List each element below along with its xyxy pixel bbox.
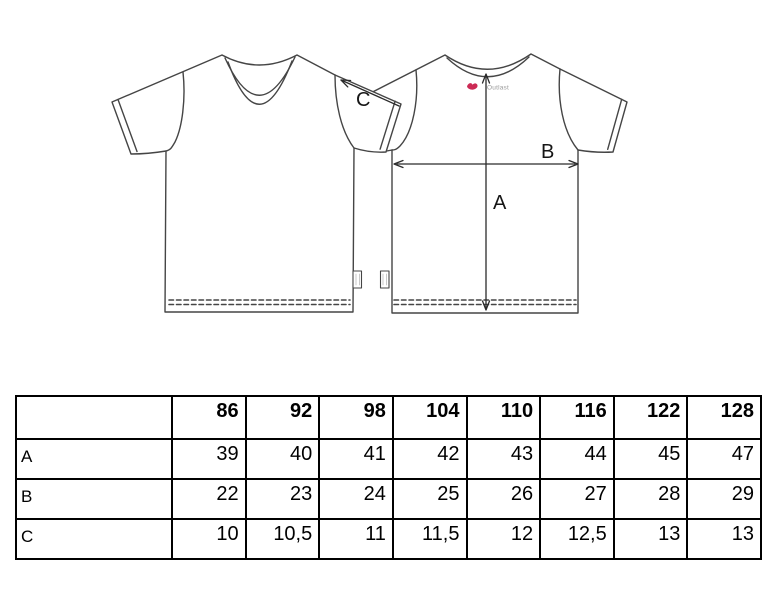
size-column-header: 122: [614, 396, 688, 439]
size-value-cell: 26: [467, 479, 541, 519]
measure-c-label: C: [356, 89, 371, 111]
size-value-cell: 43: [467, 439, 541, 479]
size-value-cell: 11,5: [393, 519, 467, 559]
size-value-cell: 11: [319, 519, 393, 559]
size-value-cell: 25: [393, 479, 467, 519]
size-column-header: 110: [467, 396, 541, 439]
size-table: [15, 395, 762, 560]
size-column-header: 98: [319, 396, 393, 439]
back-side-tag: [381, 271, 390, 288]
size-value-cell: 29: [687, 479, 761, 519]
size-value-cell: 40: [246, 439, 320, 479]
size-table-corner-cell: [16, 396, 172, 439]
size-table-row: [16, 479, 761, 519]
size-value-cell: 12,5: [540, 519, 614, 559]
size-value-cell: 28: [614, 479, 688, 519]
size-value-cell: 12: [467, 519, 541, 559]
measure-a-label: A: [493, 192, 507, 214]
size-column-header: 128: [687, 396, 761, 439]
size-value-cell: 41: [319, 439, 393, 479]
back-shirt-outline: [351, 54, 627, 313]
size-value-cell: 24: [319, 479, 393, 519]
size-column-header: 116: [540, 396, 614, 439]
size-column-header: 86: [172, 396, 246, 439]
measure-row-label: A: [16, 439, 172, 479]
measure-row-label: C: [16, 519, 172, 559]
brand-logo-text: Outlast: [487, 84, 509, 92]
size-column-header: 92: [246, 396, 320, 439]
size-value-cell: 22: [172, 479, 246, 519]
front-side-tag: [353, 271, 362, 288]
size-value-cell: 23: [246, 479, 320, 519]
size-value-cell: 27: [540, 479, 614, 519]
size-table-body: [16, 439, 761, 559]
size-value-cell: 44: [540, 439, 614, 479]
size-table-row: [16, 519, 761, 559]
measure-row-label: B: [16, 479, 172, 519]
size-value-cell: 10,5: [246, 519, 320, 559]
size-column-header: 104: [393, 396, 467, 439]
measure-b-label: B: [541, 141, 555, 163]
size-table-row: [16, 439, 761, 479]
tshirt-back-view: [351, 54, 627, 313]
size-value-cell: 39: [172, 439, 246, 479]
size-value-cell: 10: [172, 519, 246, 559]
size-value-cell: 13: [687, 519, 761, 559]
size-value-cell: 42: [393, 439, 467, 479]
size-value-cell: 45: [614, 439, 688, 479]
size-value-cell: 13: [614, 519, 688, 559]
size-value-cell: 47: [687, 439, 761, 479]
size-table-head-row: [16, 396, 761, 439]
